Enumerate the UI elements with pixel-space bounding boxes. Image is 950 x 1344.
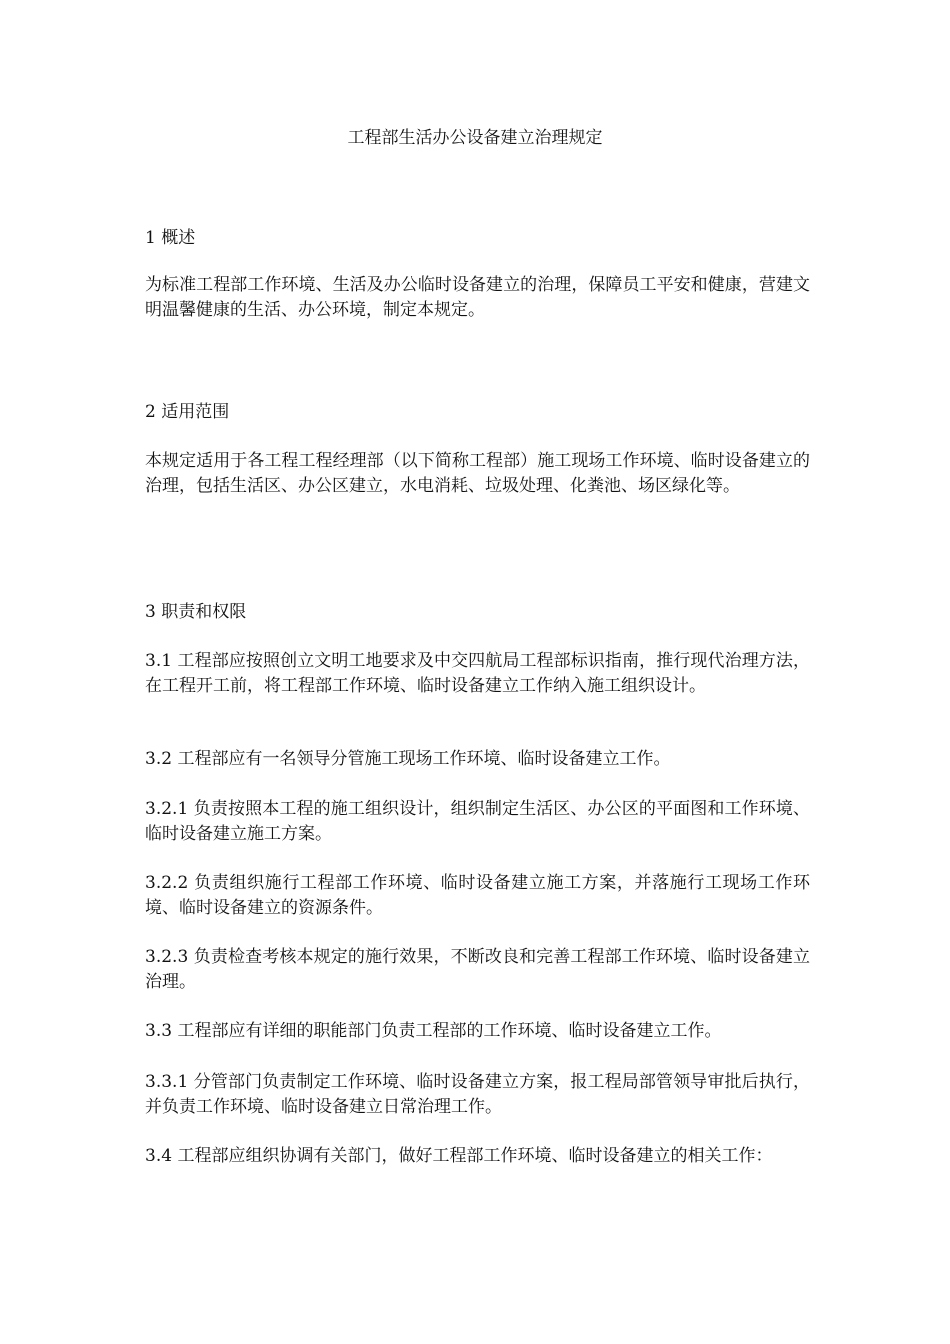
paragraph-3-2: 3.2 工程部应有一名领导分管施工现场工作环境、临时设备建立工作。 bbox=[145, 749, 671, 769]
paragraph-3-2-1: 3.2.1 负责按照本工程的施工组织设计，组织制定生活区、办公区的平面图和工作环境、临时设备建立施工方案。 bbox=[145, 799, 810, 844]
paragraph-3-3: 3.3 工程部应有详细的职能部门负责工程部的工作环境、临时设备建立工作。 bbox=[145, 1021, 722, 1041]
section-heading-responsibilities: 3 职责和权限 bbox=[145, 602, 247, 622]
paragraph-overview: 为标准工程部工作环境、生活及办公临时设备建立的治理，保障员工平安和健康，营建文明温馨健康的生活、办公环境，制定本规定。 bbox=[145, 275, 810, 320]
section-heading-scope: 2 适用范围 bbox=[145, 402, 230, 422]
paragraph-3-4: 3.4 工程部应组织协调有关部门，做好工程部工作环境、临时设备建立的相关工作： bbox=[145, 1146, 773, 1166]
paragraph-3-1: 3.1 工程部应按照创立文明工地要求及中交四航局工程部标识指南，推行现代治理方法，在工程开工前，将工程部工作环境、临时设备建立工作纳入施工组织设计。 bbox=[145, 651, 810, 696]
paragraph-scope: 本规定适用于各工程工程经理部（以下简称工程部）施工现场工作环境、临时设备建立的治理，包括生活区、办公区建立，水电消耗、垃圾处理、化粪池、场区绿化等。 bbox=[145, 451, 810, 496]
document-title: 工程部生活办公设备建立治理规定 bbox=[347, 128, 603, 148]
paragraph-3-3-1: 3.3.1 分管部门负责制定工作环境、临时设备建立方案，报工程局部管领导审批后执行，并负责工作环境、临时设备建立日常治理工作。 bbox=[145, 1072, 810, 1117]
paragraph-3-2-2: 3.2.2 负责组织施行工程部工作环境、临时设备建立施工方案，并落施行工现场工作环境、临时设备建立的资源条件。 bbox=[145, 873, 810, 918]
paragraph-3-2-3: 3.2.3 负责检查考核本规定的施行效果，不断改良和完善工程部工作环境、临时设备建立治理。 bbox=[145, 947, 810, 992]
section-heading-overview: 1 概述 bbox=[145, 228, 196, 248]
